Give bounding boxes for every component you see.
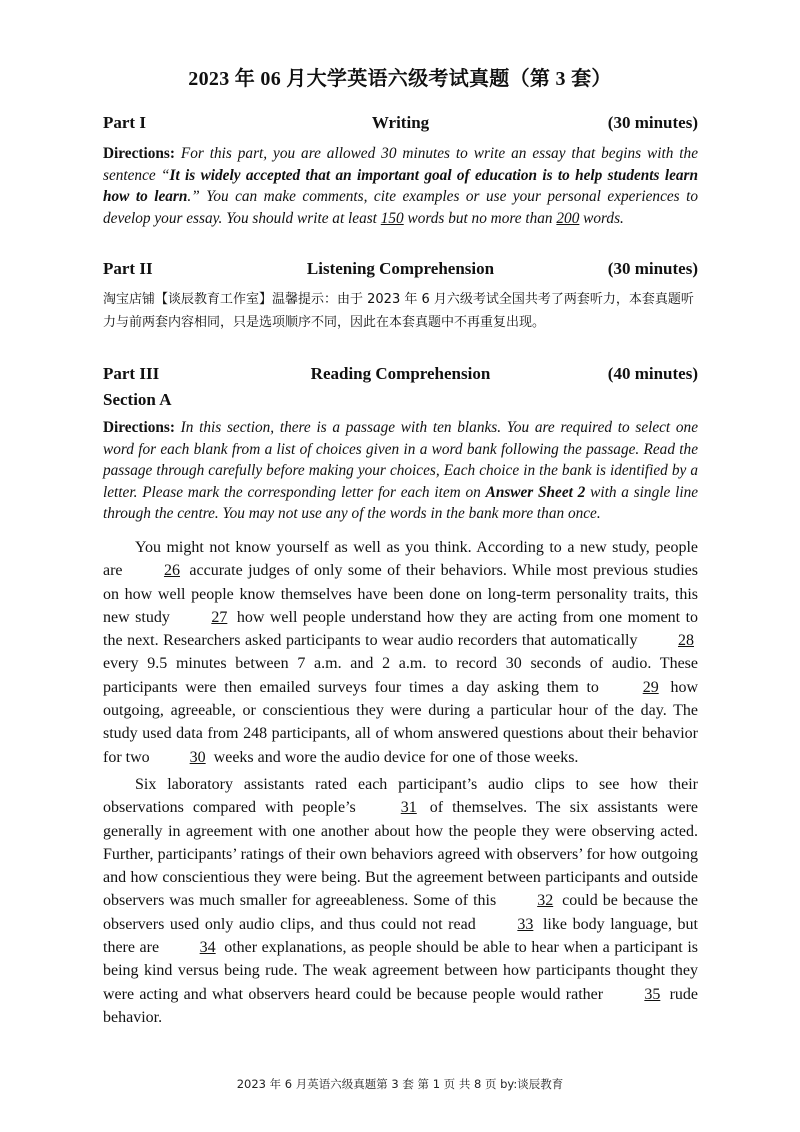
directions-text: with a single line through the centre. You may not use any of the words in the bank more than once.	[103, 483, 699, 522]
min-words: 150	[380, 209, 404, 227]
part3-name: Reading Comprehension	[310, 364, 491, 383]
page-footer: 2023 年 6 月英语六级真题第 3 套 第 1 页 共 8 页 by:谈辰教育	[236, 1077, 564, 1091]
part1-label: Part I	[103, 113, 146, 132]
passage-paragraph-1	[103, 536, 698, 769]
part1-header	[103, 113, 698, 137]
passage-text: You might not know yourself as well as you think. According to a new study, people are	[103, 539, 698, 580]
passage-text: accurate judges of only some of their behaviors. While most previous studies on how well people know themselves have been done on long-term personality traits, this new study	[103, 562, 699, 626]
blank-35: 35	[644, 985, 661, 1003]
directions-text: words.	[579, 209, 624, 227]
section-a-heading: Section A	[103, 390, 172, 409]
passage-text: could be because the observers used only audio clips, and thus could not read	[103, 892, 699, 933]
part1-time: (30 minutes)	[607, 113, 698, 132]
passage-text: of themselves. The six assistants were generally in agreement with one another about how the people they were observing acted. Further, participants’ ratings of their own behaviors agreed with observers’ for how outgoing and how conscientious they were being. But the agreement between participants and outside observers was much smaller for agreeableness. Some of this	[103, 799, 698, 910]
blank-26: 26	[163, 562, 180, 580]
passage-text: rude behavior.	[103, 985, 698, 1026]
reading-passage	[103, 536, 698, 1029]
page-title: 2023 年 06 月大学英语六级考试真题（第 3 套）	[188, 68, 612, 90]
directions-label: Directions:	[103, 145, 175, 162]
part2-name: Listening Comprehension	[306, 259, 495, 278]
blank-29: 29	[642, 678, 659, 696]
passage-text: like body language, but there are	[103, 915, 699, 957]
part2-time: (30 minutes)	[607, 259, 698, 278]
blank-31: 31	[400, 799, 417, 817]
part1-name: Writing	[371, 113, 430, 132]
part2-label: Part II	[103, 259, 153, 278]
part1-directions	[103, 143, 698, 229]
directions-text: In this section, there is a passage with ten blanks. You are required to select one word for each blank from a list of choices given in a word bank following the passage. Read the passage through carefully before making your choices, Each choice in the bank is identified by a letter. Please mark the corresponding letter for each item on	[103, 419, 698, 501]
blank-33: 33	[517, 915, 534, 933]
directions-text: For this part, you are allowed 30 minutes to write an essay that begins with the sentence “	[103, 145, 698, 184]
blank-30: 30	[189, 748, 206, 766]
blank-32: 32	[537, 892, 554, 910]
part3-label: Part III	[103, 364, 160, 383]
blank-34: 34	[199, 939, 216, 957]
passage-text: weeks and wore the audio device for one of those weeks.	[209, 748, 579, 766]
directions-text: .” You can make comments, cite examples or use your personal experiences to develop your essay. You should write at least	[103, 188, 698, 227]
directions-text: words but no more than	[403, 209, 557, 227]
passage-text: Six laboratory assistants rated each participant’s audio clips to see how their observations compared with people’s	[103, 775, 698, 817]
answer-sheet-ref: Answer Sheet 2	[485, 483, 586, 501]
blank-28: 28	[678, 632, 694, 650]
passage-text: every 9.5 minutes between 7 a.m. and 2 a.m. to record 30 seconds of audio. These participants were then emailed surveys four times a day asking them to	[103, 655, 698, 696]
max-words: 200	[556, 209, 580, 227]
blank-27: 27	[211, 608, 228, 626]
listening-notice: 淘宝店铺【谈辰教育工作室】温馨提示：由于 2023 年 6 月六级考试全国共考了两套听力，本套真题听力与前两套内容相同，只是选项顺序不同，因此在本套真题中不再重复出现。	[103, 292, 694, 330]
part3-time: (40 minutes)	[607, 364, 698, 383]
passage-paragraph-2	[103, 773, 698, 1029]
passage-text: other explanations, as people should be able to hear when a participant is being kind versus being rude. The weak agreement between how participants thought they were acting and what observers heard could be because people would rather	[103, 939, 698, 1003]
directions-label: Directions:	[103, 419, 175, 436]
passage-text: how outgoing, agreeable, or conscientious they were during a particular hour of the day. The study used data from 248 participants, all of whom answered questions about their behavior for two	[103, 678, 699, 766]
passage-text: how well people understand how they are acting from one moment to the next. Researchers asked participants to wear audio recorders that automatically	[103, 608, 699, 650]
essay-prompt: It is widely accepted that an important goal of education is to help students learn how to learn	[103, 166, 698, 205]
part3-directions	[103, 417, 698, 525]
part2-header	[103, 259, 698, 283]
part3-header	[103, 364, 698, 388]
